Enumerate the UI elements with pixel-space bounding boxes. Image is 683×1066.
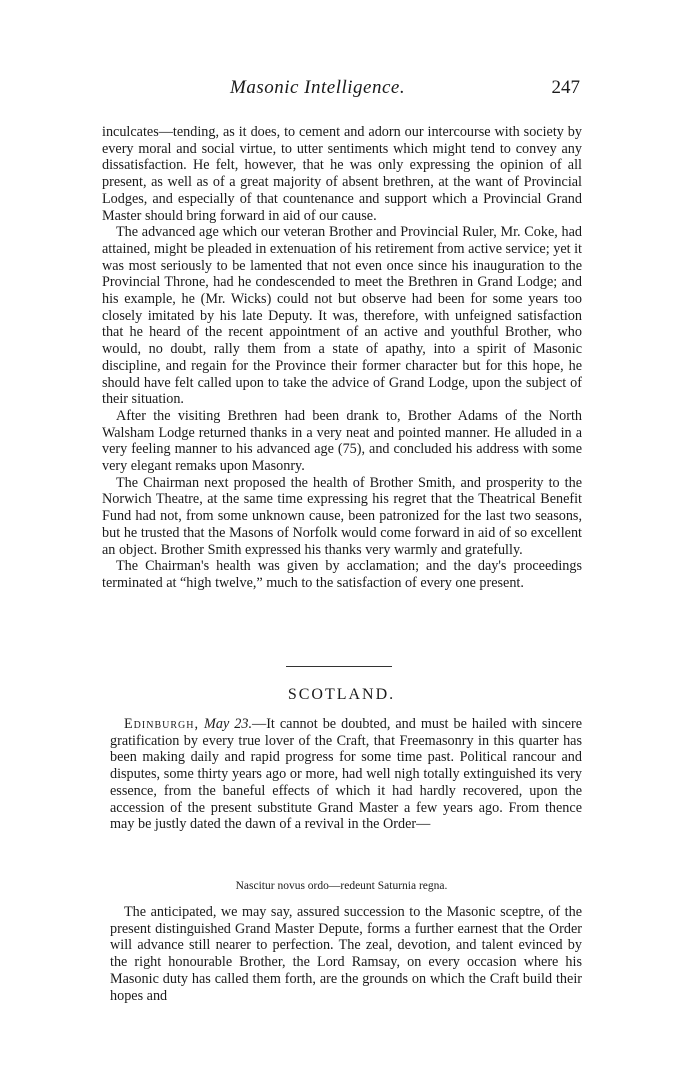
section-divider (286, 666, 392, 667)
page-header (100, 77, 580, 107)
dateline-place: Edinburgh, (124, 716, 199, 732)
page-number: 247 (551, 77, 580, 98)
running-title: Masonic Intelligence. (230, 77, 406, 98)
paragraph-text: —It cannot be doubted, and must be hailed with sincere gratification by every true lover of the Craft, that Freemasonry in this quarter has been making daily and rapid progress for some time past. Political rancour and disputes, some thirty years ago or more, had well nigh totally extinguished its very essence, from the baneful effects of which it had hardly recovered, upon the accession of the present substitute Grand Master a few years ago. From thence may be justly dated the dawn of a revival in the Order— (110, 716, 582, 833)
scotland-report-continued (110, 904, 582, 1004)
paragraph (110, 716, 582, 833)
paragraph: inculcates—tending, as it does, to cement and adorn our intercourse with society by every moral and social virtue, to utter sentiments which might tend to convey any dissatisfaction. He felt, however, that he was only expressing the opinion of all present, as well as of a great majority of absent brethren, at the want of Provincial Lodges, and especially of that countenance and support which a Provincial Grand Master should bring forward in aid of our cause. (102, 124, 582, 224)
dateline-date: May 23. (204, 716, 252, 732)
scotland-report-text (110, 716, 582, 833)
section-heading: SCOTLAND. (287, 686, 396, 703)
latin-quotation: Nascitur novus ordo—redeunt Saturnia regna. (235, 880, 448, 892)
paragraph: The Chairman's health was given by acclamation; and the day's proceedings terminated at “high twelve,” much to the satisfaction of every one present. (102, 558, 582, 591)
paragraph: The anticipated, we may say, assured succession to the Masonic sceptre, of the present distinguished Grand Master Depute, forms a further earnest that the Order will advance still nearer to perfection. The zeal, devotion, and talent evinced by the right honourable Brother, the Lord Ramsay, on every occasion where his Masonic duty has called them forth, are the grounds on which the Craft build their hopes and (110, 904, 582, 1004)
paragraph: After the visiting Brethren had been drank to, Brother Adams of the North Walsham Lodge returned thanks in a very neat and pointed manner. He alluded in a very feeling manner to his advanced age (75), and concluded his address with some very elegant remaks upon Masonry. (102, 407, 582, 475)
lodge-report-text (102, 124, 582, 592)
paragraph: The Chairman next proposed the health of Brother Smith, and prosperity to the Norwich Theatre, at the same time expressing his regret that the Theatrical Benefit Fund had not, from some unknown cause, been patronized for the last two seasons, but he trusted that the Masons of Norfolk would come forward in aid of so excellent an object. Brother Smith expressed his thanks very warmly and gratefully. (102, 474, 582, 558)
paragraph: The advanced age which our veteran Brother and Provincial Ruler, Mr. Coke, had attained, might be pleaded in extenuation of his retirement from active service; yet it was most seriously to be lamented that not even once since his inauguration to the Provincial Throne, had he condescended to meet the Brethren in Grand Lodge; and his example, he (Mr. Wicks) could not but observe had been for some years too closely imitated by his late Deputy. It was, therefore, with unfeigned satisfaction that he heard of the recent appointment of an active and youthful Brother, who would, no doubt, rally them from a state of apathy, into a spirit of Masonic discipline, and regain for the Province their former character but for this hope, he should have felt called upon to take the advice of Grand Lodge, upon the subject of their situation. (102, 224, 582, 408)
